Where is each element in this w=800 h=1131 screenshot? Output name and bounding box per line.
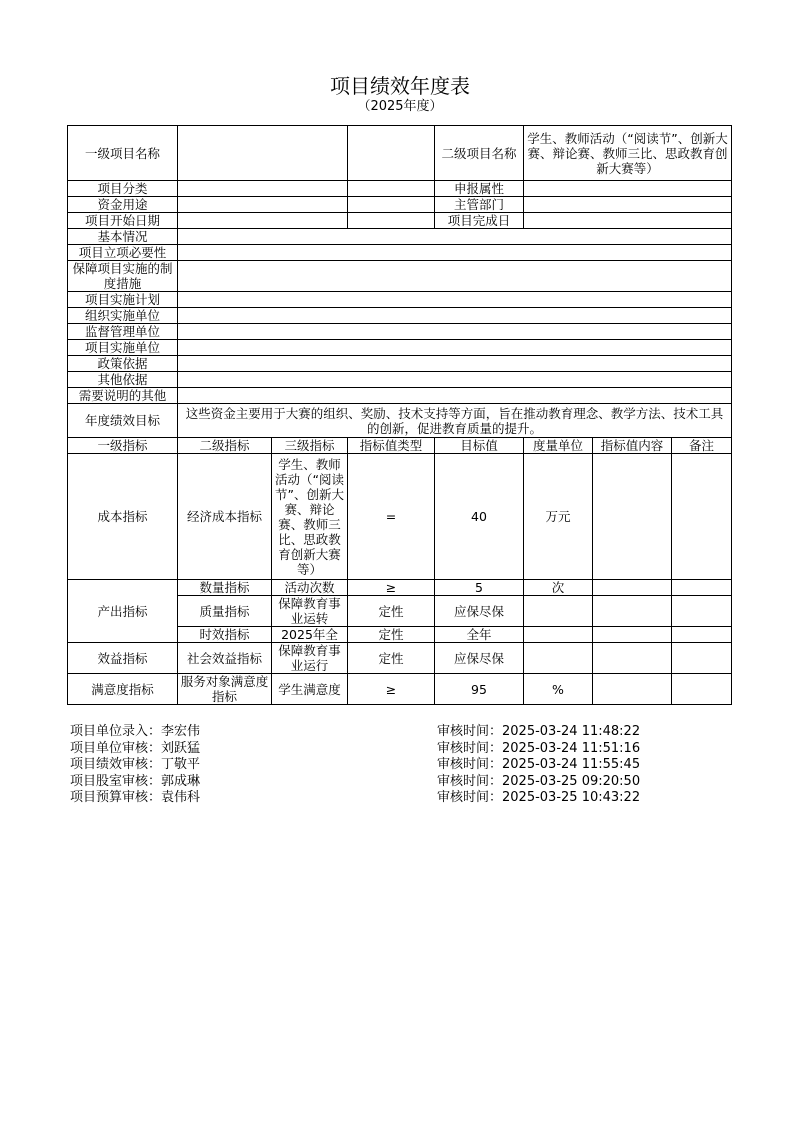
value-content	[593, 580, 672, 596]
level2-indicator: 数量指标	[178, 580, 272, 596]
remark	[672, 643, 732, 674]
target-value: 全年	[435, 627, 524, 643]
review-time: 2025-03-24 11:55:45	[502, 757, 641, 772]
remark	[672, 454, 732, 580]
approver-name: 李宏伟	[161, 724, 201, 739]
approval-row	[70, 790, 730, 807]
column-header: 目标值	[435, 438, 524, 454]
approval-role: 项目预算审核：	[70, 790, 162, 805]
fund-use-extra	[348, 197, 435, 213]
review-time: 2025-03-24 11:51:16	[502, 740, 641, 756]
unit	[524, 627, 593, 643]
table-row	[68, 643, 732, 674]
review-time: 2025-03-25 09:20:50	[502, 773, 641, 789]
level3-indicator: 2025年全	[272, 627, 348, 643]
column-header: 指标值内容	[593, 438, 672, 454]
approver-name: 丁敬平	[161, 757, 201, 772]
review-time: 2025-03-24 11:48:22	[502, 724, 641, 739]
time-label: 审核时间：	[437, 740, 503, 756]
basic-row-label: 基本情况	[68, 229, 178, 245]
column-header: 一级指标	[68, 438, 178, 454]
approval-role: 项目股室审核：	[70, 773, 162, 789]
target-value: 40	[435, 454, 524, 580]
category-label: 项目分类	[68, 181, 178, 197]
approver-name: 郭成琳	[161, 773, 201, 789]
basic-row-value	[178, 372, 732, 388]
column-header: 度量单位	[524, 438, 593, 454]
basic-row-label: 监督管理单位	[68, 324, 178, 340]
unit	[524, 596, 593, 627]
column-header: 二级指标	[178, 438, 272, 454]
column-header: 指标值类型	[348, 438, 435, 454]
level2-indicator: 质量指标	[178, 596, 272, 627]
basic-row-value	[178, 245, 732, 261]
category-value	[178, 181, 348, 197]
approval-row	[70, 774, 730, 791]
approver-name: 袁伟科	[161, 790, 201, 805]
remark	[672, 674, 732, 705]
basic-row-value	[178, 261, 732, 292]
indicator-header-row	[68, 438, 732, 454]
value-content	[593, 454, 672, 580]
value-type: 定性	[348, 643, 435, 674]
page-title: 项目绩效年度表	[330, 74, 470, 98]
level2-indicator: 服务对象满意度指标	[178, 674, 272, 705]
value-content	[593, 627, 672, 643]
table-row	[68, 580, 732, 596]
basic-row-label: 需要说明的其他	[68, 388, 178, 404]
remark	[672, 596, 732, 627]
remark	[672, 627, 732, 643]
approval-row	[70, 724, 730, 741]
start-date-extra	[348, 213, 435, 229]
basic-row-label: 政策依据	[68, 356, 178, 372]
time-label: 审核时间：	[437, 724, 503, 739]
level3-indicator: 保障教育事业运行	[272, 643, 348, 674]
value-content	[593, 674, 672, 705]
category-extra	[348, 181, 435, 197]
level3-indicator: 保障教育事业运转	[272, 596, 348, 627]
approval-role: 项目单位审核：	[70, 740, 162, 756]
page-subtitle: （2025年度）	[357, 99, 443, 114]
column-header: 三级指标	[272, 438, 348, 454]
basic-row-label: 其他依据	[68, 372, 178, 388]
approval-role: 项目单位录入：	[70, 724, 162, 739]
unit	[524, 643, 593, 674]
level1-name-extra	[348, 126, 435, 181]
start-date-value	[178, 213, 348, 229]
approval-row	[70, 757, 730, 774]
level1-indicator: 成本指标	[68, 454, 178, 580]
basic-row-value	[178, 340, 732, 356]
unit: 次	[524, 580, 593, 596]
approver-name: 刘跃猛	[161, 740, 201, 756]
level1-indicator: 产出指标	[68, 580, 178, 643]
annual-goal-label: 年度绩效目标	[68, 404, 178, 438]
level3-indicator: 学生、教师活动（“阅读节”、创新大赛、辩论赛、教师三比、思政教育创新大赛等）	[272, 454, 348, 580]
level2-indicator: 时效指标	[178, 627, 272, 643]
level3-indicator: 学生满意度	[272, 674, 348, 705]
level2-name-label: 二级项目名称	[435, 126, 524, 181]
level2-indicator: 社会效益指标	[178, 643, 272, 674]
basic-row-label: 保障项目实施的制度措施	[68, 261, 178, 292]
basic-row-value	[178, 356, 732, 372]
fund-use-value	[178, 197, 348, 213]
dept-value	[524, 197, 732, 213]
table-row	[68, 454, 732, 580]
fund-use-label: 资金用途	[68, 197, 178, 213]
approval-row	[70, 741, 730, 758]
end-date-label: 项目完成日	[435, 213, 524, 229]
target-value: 应保尽保	[435, 596, 524, 627]
time-label: 审核时间：	[437, 757, 503, 772]
approval-footer	[70, 724, 730, 807]
level1-name-value	[178, 126, 348, 181]
target-value: 应保尽保	[435, 643, 524, 674]
basic-row-label: 组织实施单位	[68, 308, 178, 324]
target-value: 95	[435, 674, 524, 705]
performance-table	[67, 125, 732, 705]
value-type: 定性	[348, 627, 435, 643]
end-date-value	[524, 213, 732, 229]
basic-row-value	[178, 308, 732, 324]
basic-row-label: 项目实施计划	[68, 292, 178, 308]
column-header: 备注	[672, 438, 732, 454]
level2-name-value: 学生、教师活动（“阅读节”、创新大赛、辩论赛、教师三比、思政教育创新大赛等）	[524, 126, 732, 181]
start-date-label: 项目开始日期	[68, 213, 178, 229]
annual-goal-value: 这些资金主要用于大赛的组织、奖励、技术支持等方面，旨在推动教育理念、教学方法、技术工具的创新，促进教育质量的提升。	[178, 404, 732, 438]
value-content	[593, 643, 672, 674]
unit: %	[524, 674, 593, 705]
value-type: ≥	[348, 674, 435, 705]
basic-row-value	[178, 292, 732, 308]
basic-row-label: 项目实施单位	[68, 340, 178, 356]
basic-row-value	[178, 388, 732, 404]
level2-indicator: 经济成本指标	[178, 454, 272, 580]
remark	[672, 580, 732, 596]
approval-role: 项目绩效审核：	[70, 757, 162, 772]
declare-attr-label: 申报属性	[435, 181, 524, 197]
value-type: =	[348, 454, 435, 580]
basic-row-value	[178, 324, 732, 340]
level1-indicator: 满意度指标	[68, 674, 178, 705]
level3-indicator: 活动次数	[272, 580, 348, 596]
table-row	[68, 674, 732, 705]
basic-row-value	[178, 229, 732, 245]
level1-name-label: 一级项目名称	[68, 126, 178, 181]
target-value: 5	[435, 580, 524, 596]
declare-attr-value	[524, 181, 732, 197]
value-type: ≥	[348, 580, 435, 596]
time-label: 审核时间：	[437, 790, 503, 805]
level1-indicator: 效益指标	[68, 643, 178, 674]
unit: 万元	[524, 454, 593, 580]
value-content	[593, 596, 672, 627]
dept-label: 主管部门	[435, 197, 524, 213]
review-time: 2025-03-25 10:43:22	[502, 790, 641, 805]
value-type: 定性	[348, 596, 435, 627]
time-label: 审核时间：	[437, 773, 503, 789]
basic-row-label: 项目立项必要性	[68, 245, 178, 261]
